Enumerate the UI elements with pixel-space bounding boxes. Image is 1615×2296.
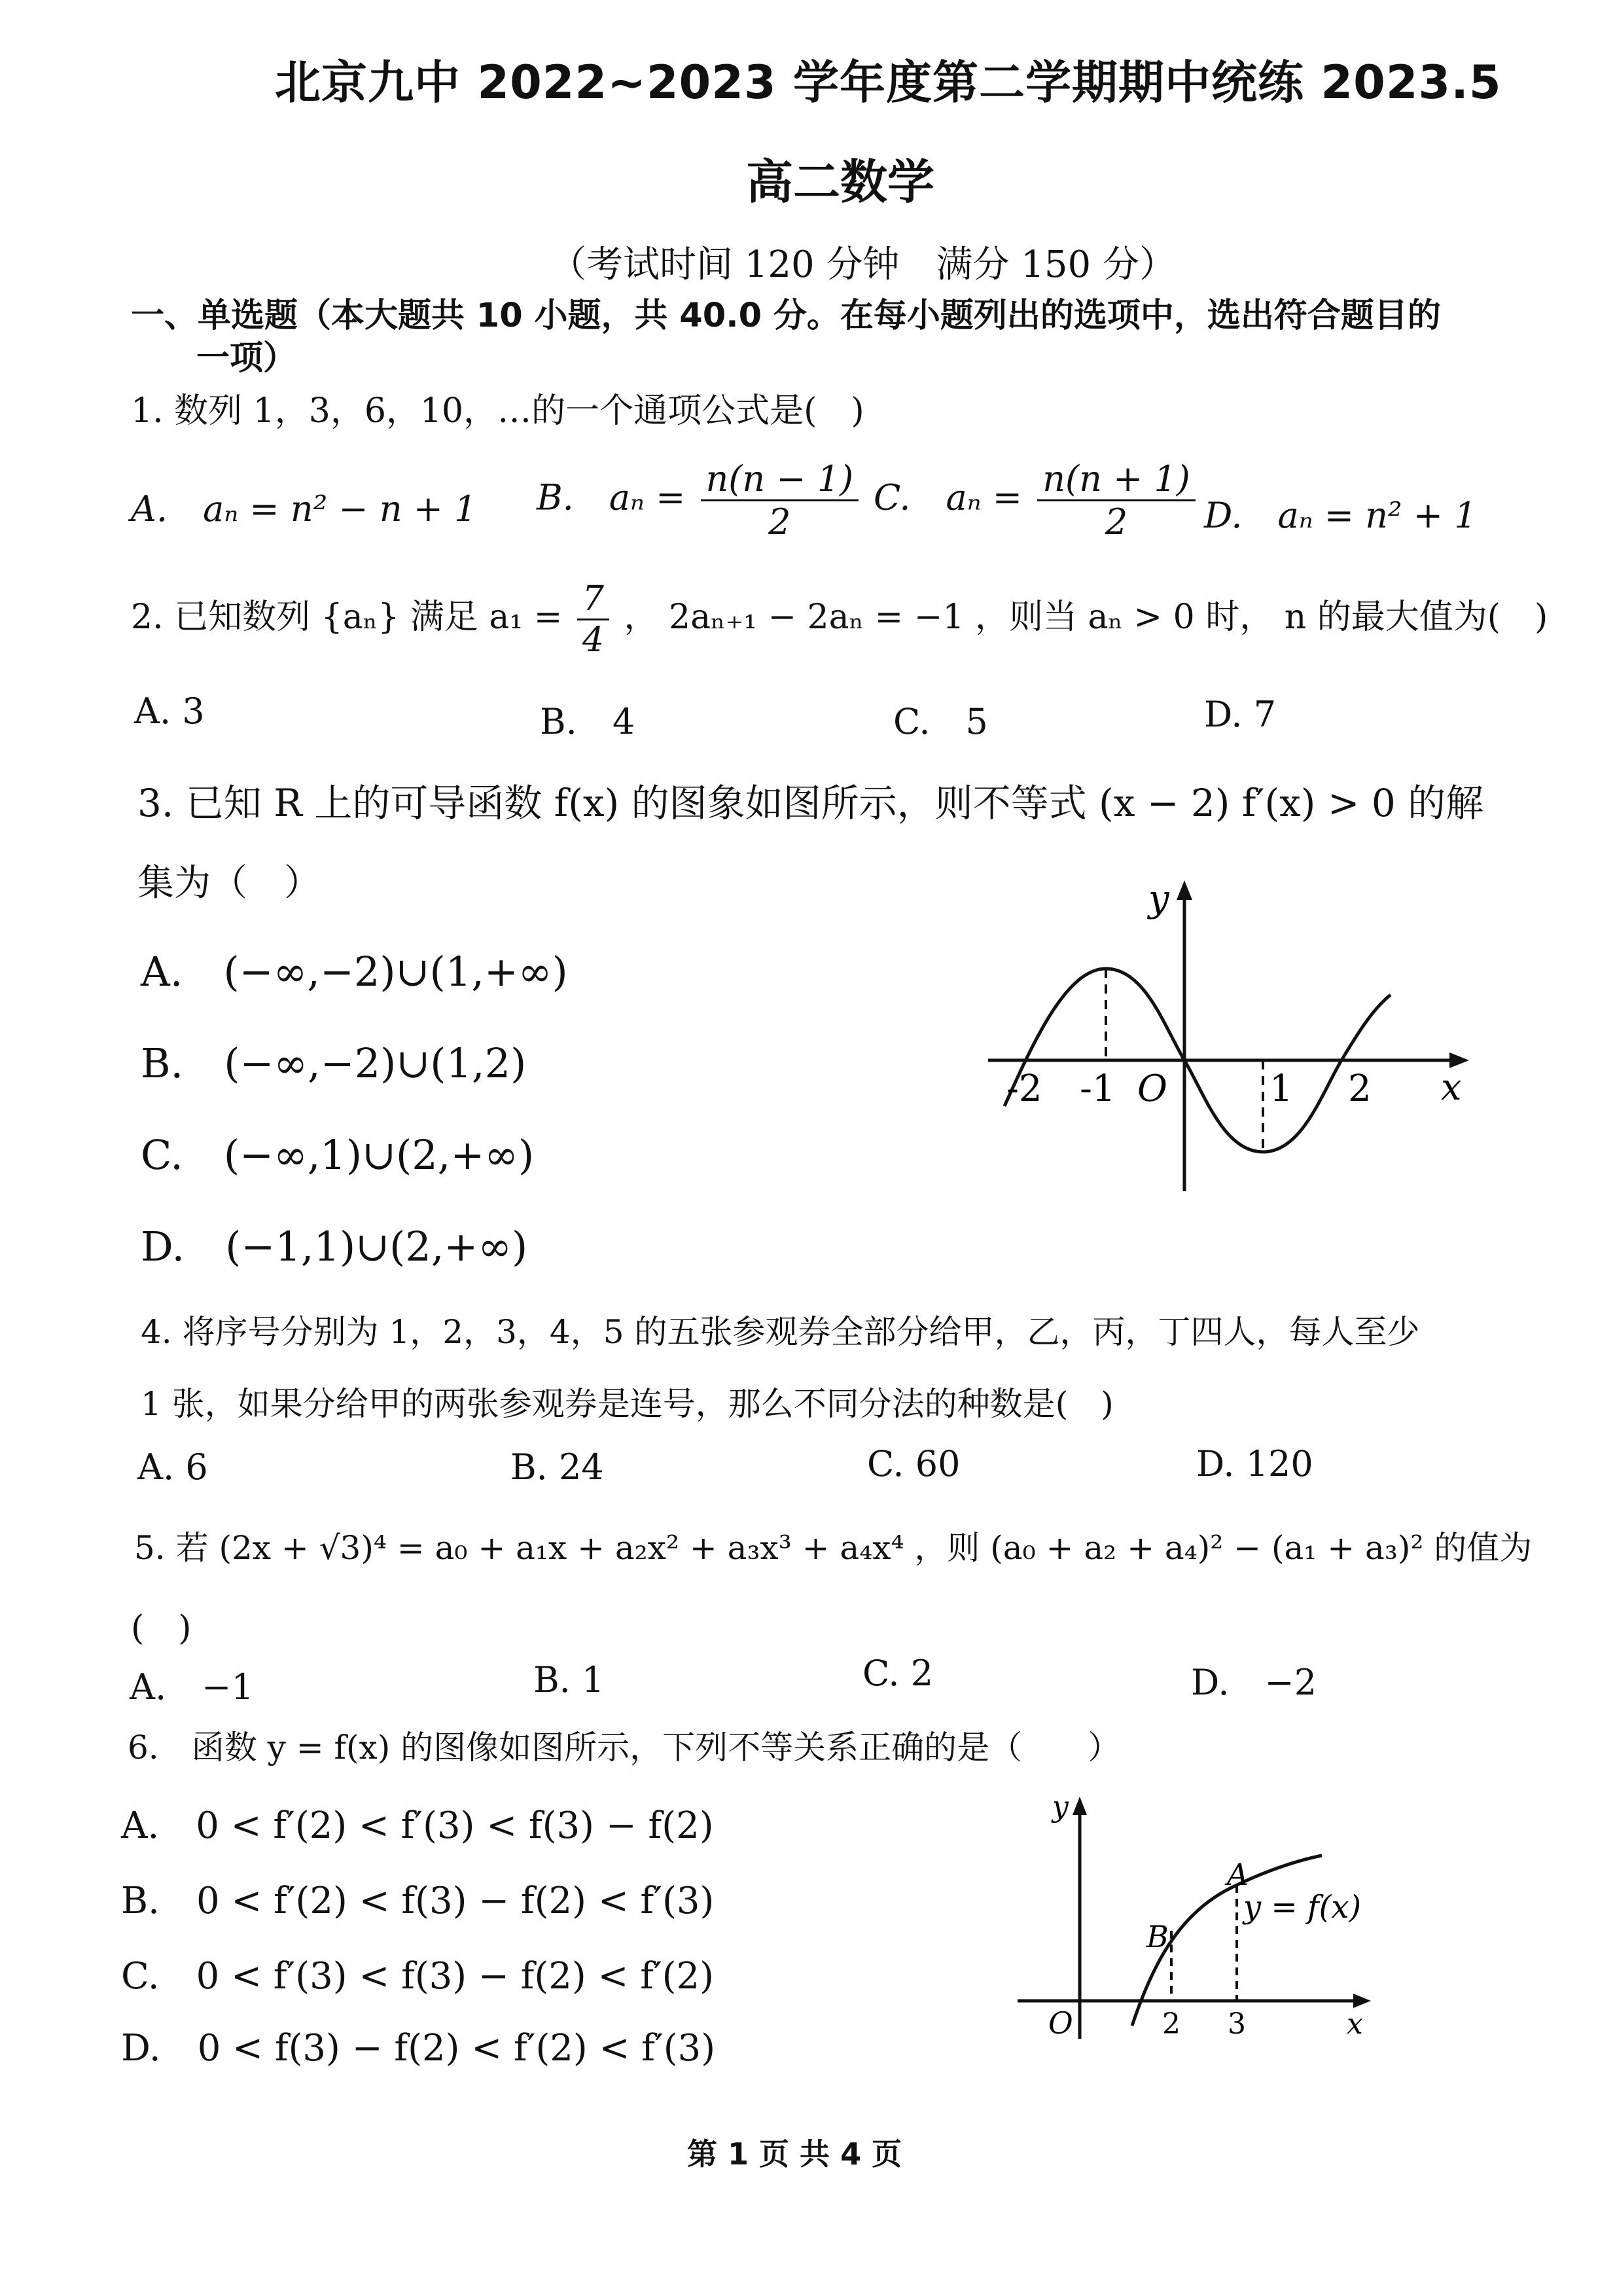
- tick-label: 1: [1269, 1067, 1293, 1110]
- option-b: B. 0 < f′(2) < f(3) − f(2) < f′(3): [121, 1880, 715, 1922]
- denominator: 2: [768, 501, 791, 543]
- option-a: A. 3: [134, 691, 205, 732]
- question-stem: 3. 已知 R 上的可导函数 f(x) 的图象如图所示，则不等式 (x − 2) f′(x) > 0 的解: [137, 781, 1484, 825]
- option-c: C. 2: [862, 1653, 934, 1694]
- stem-end: ， 2aₙ₊₁ − 2aₙ = −1 ，则当 aₙ > 0 时， n 的最大值为( ): [624, 598, 1548, 637]
- option-a: A. −1: [130, 1666, 254, 1708]
- option-d: D. −2: [1191, 1662, 1317, 1703]
- y-axis-arrow: [1177, 880, 1192, 900]
- subject-title: 高二数学: [746, 154, 935, 209]
- page-number: 第 1 页 共 4 页: [687, 2136, 902, 2172]
- x-axis-label: x: [1441, 1066, 1462, 1109]
- function-graph-q6: [1008, 1790, 1387, 2045]
- option-a: A. 6: [137, 1446, 208, 1488]
- y-axis-label: y: [1148, 878, 1169, 920]
- tick-label: 3: [1228, 2007, 1246, 2041]
- option-c: C. 0 < f′(3) < f(3) − f(2) < f′(2): [121, 1955, 715, 1998]
- tick-label: -1: [1080, 1067, 1116, 1110]
- question-stem: 5. 若 (2x + √3)⁴ = a₀ + a₁x + a₂x² + a₃x³ + a₄x⁴ ，则 (a₀ + a₂ + a₄)² − (a₁ + a₃)² 的值为: [134, 1529, 1533, 1567]
- question-stem-cont: 1 张，如果分给甲的两张参观券是连号，那么不同分法的种数是( ): [141, 1385, 1114, 1423]
- point-b-label: B: [1146, 1919, 1169, 1954]
- option-b: B. 4: [540, 701, 635, 742]
- option-b: B. 24: [510, 1446, 604, 1488]
- option-d: D. 120: [1196, 1443, 1313, 1484]
- origin-label: O: [1048, 2005, 1073, 2041]
- exam-info: （考试时间 120 分钟 满分 150 分）: [550, 243, 1176, 286]
- x-axis-arrow: [1353, 1994, 1371, 2008]
- question-stem: 1. 数列 1，3，6，10，…的一个通项公式是( ): [131, 391, 864, 431]
- fraction: [1037, 458, 1196, 543]
- section-heading-cont: 一项）: [196, 339, 297, 378]
- fraction: [701, 458, 859, 543]
- curve-label: y = f(x): [1243, 1889, 1362, 1926]
- question-stem-cont: 集为（ ）: [137, 862, 321, 905]
- stem-start: 2. 已知数列 {aₙ} 满足 a₁ =: [131, 598, 563, 637]
- option-b: B. 1: [533, 1659, 605, 1700]
- option-d: D. 0 < f(3) − f(2) < f′(2) < f′(3): [121, 2027, 716, 2070]
- option-d: D. 7: [1204, 694, 1277, 735]
- x-axis-label: x: [1347, 2007, 1363, 2041]
- exam-title: 北京九中 2022~2023 学年度第二学期期中统练 2023.5: [275, 56, 1502, 109]
- option-a: A. aₙ = n² − n + 1: [131, 488, 477, 529]
- option-b: [537, 458, 862, 543]
- tick-label: 2: [1162, 2007, 1180, 2041]
- question-stem: [131, 579, 1548, 660]
- origin-label: O: [1137, 1067, 1167, 1110]
- numerator: n(n + 1): [1037, 458, 1196, 501]
- question-stem-cont: ( ): [131, 1609, 192, 1648]
- option-label: C. aₙ =: [874, 476, 1023, 518]
- option-a: A. (−∞,−2)∪(1,+∞): [141, 948, 568, 996]
- numerator: n(n − 1): [701, 458, 859, 501]
- option-c: C. 60: [867, 1443, 961, 1484]
- question-stem: 6. 函数 y = f(x) 的图像如图所示，下列不等关系正确的是（ ）: [128, 1729, 1121, 1767]
- section-heading: 一、单选题（本大题共 10 小题，共 40.0 分。在每小题列出的选项中，选出符合题目的: [131, 296, 1441, 335]
- option-c: [874, 458, 1199, 543]
- option-b: B. (−∞,−2)∪(1,2): [141, 1039, 527, 1087]
- option-c: C. 5: [893, 701, 988, 742]
- fraction: [577, 579, 609, 660]
- option-c: C. (−∞,1)∪(2,+∞): [141, 1131, 535, 1179]
- numerator: 7: [577, 579, 609, 620]
- y-axis-label: y: [1052, 1790, 1069, 1823]
- tick-label: 2: [1348, 1067, 1372, 1110]
- option-a: A. 0 < f′(2) < f′(3) < f(3) − f(2): [121, 1804, 714, 1847]
- option-d: D. aₙ = n² + 1: [1204, 495, 1477, 536]
- option-d: D. (−1,1)∪(2,+∞): [141, 1223, 528, 1270]
- point-a-label: A: [1227, 1857, 1249, 1892]
- tick-label: -2: [1006, 1067, 1042, 1110]
- denominator: 4: [582, 620, 604, 660]
- question-stem: 4. 将序号分别为 1，2，3，4，5 的五张参观券全部分给甲，乙，丙，丁四人，每人至少: [141, 1313, 1420, 1351]
- option-label: B. aₙ =: [537, 476, 686, 518]
- denominator: 2: [1105, 501, 1128, 543]
- y-axis-arrow: [1073, 1797, 1087, 1815]
- function-graph-q3: [975, 870, 1479, 1198]
